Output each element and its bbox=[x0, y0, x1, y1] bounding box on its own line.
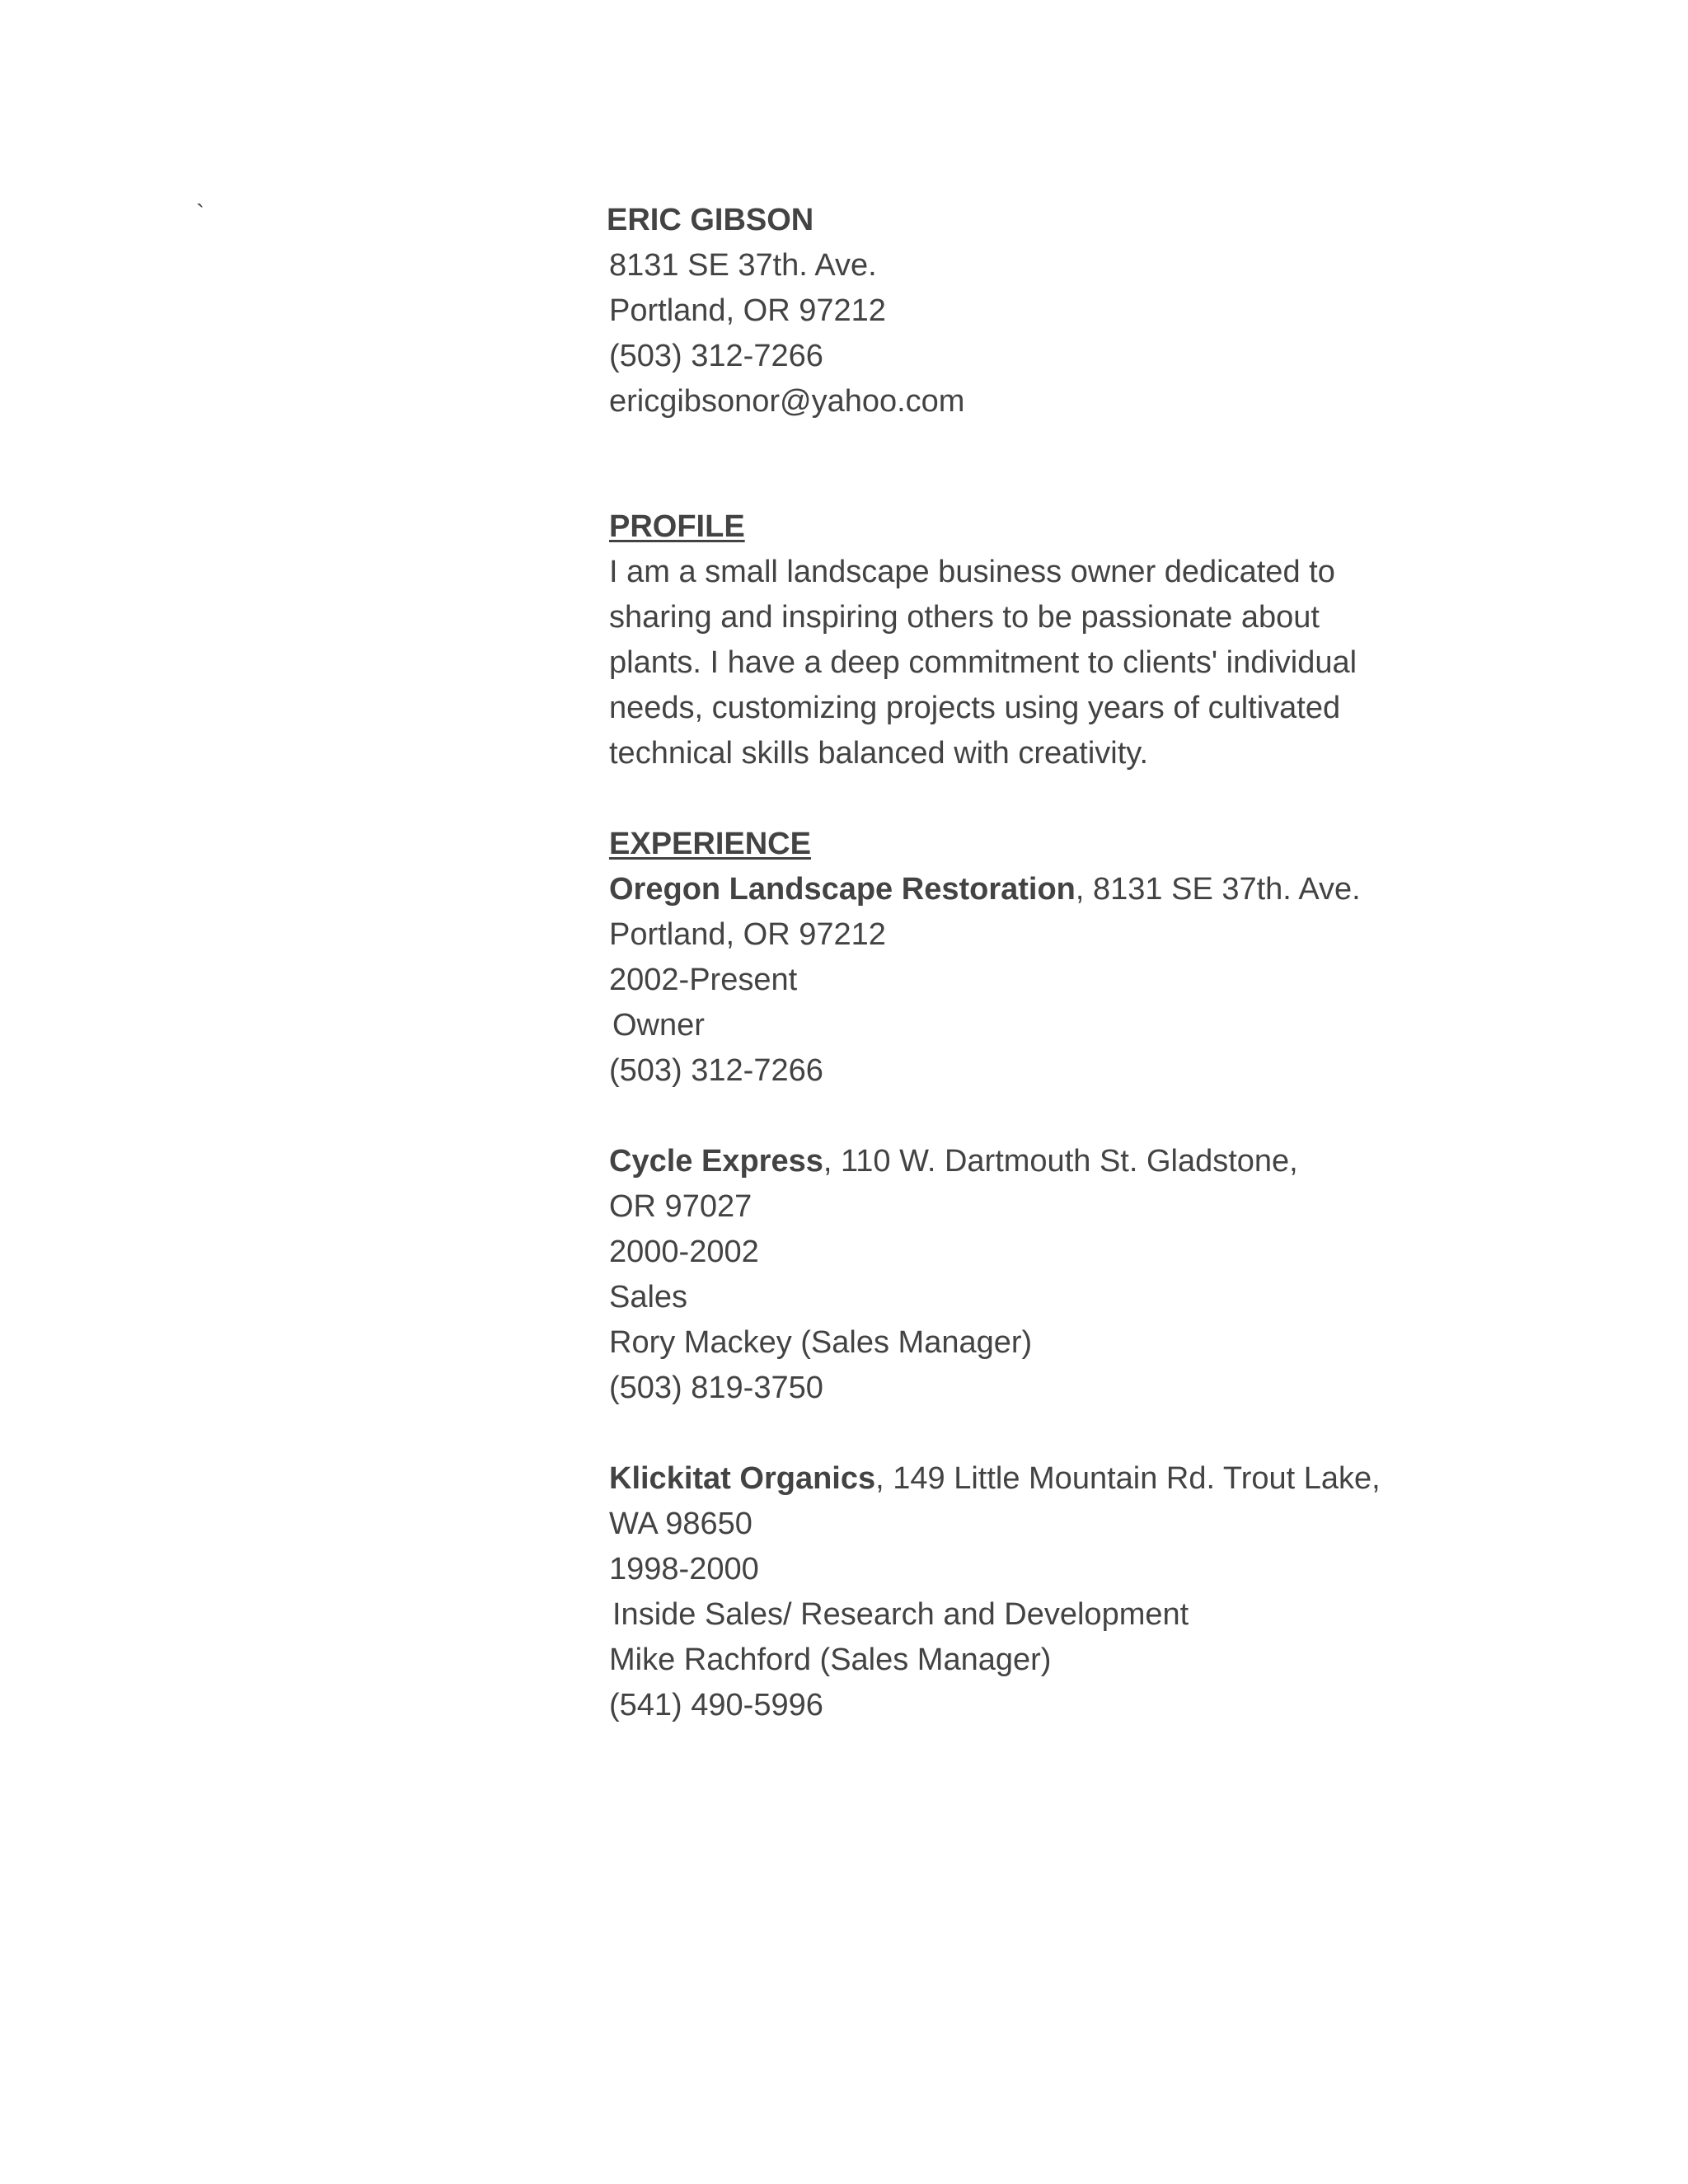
job-address-cont: Portland, OR 97212 bbox=[609, 917, 886, 952]
job-reference: Rory Mackey (Sales Manager) bbox=[609, 1325, 1033, 1360]
job-phone: (503) 312-7266 bbox=[609, 1053, 823, 1088]
job-header bbox=[609, 867, 1516, 912]
job-reference: Mike Rachford (Sales Manager) bbox=[609, 1643, 1052, 1677]
profile-text-line: sharing and inspiring others to be passionate about bbox=[609, 600, 1320, 635]
profile-text-line: needs, customizing projects using years of cultivated bbox=[609, 691, 1341, 725]
job-phone: (541) 490-5996 bbox=[609, 1688, 823, 1722]
job-header bbox=[609, 1456, 1516, 1502]
job-address: , 149 Little Mountain Rd. Trout Lake, bbox=[875, 1461, 1381, 1496]
job-address: , 110 W. Dartmouth St. Gladstone, bbox=[823, 1144, 1298, 1179]
spacer bbox=[609, 1411, 1516, 1456]
experience-heading: EXPERIENCE bbox=[609, 827, 811, 861]
stray-backtick-mark: ` bbox=[196, 200, 204, 227]
job-dates: 2002-Present bbox=[609, 963, 798, 997]
job-dates: 1998-2000 bbox=[609, 1552, 759, 1586]
job-phone: (503) 819-3750 bbox=[609, 1371, 823, 1405]
contact-address-line2: Portland, OR 97212 bbox=[609, 293, 886, 328]
job-header bbox=[609, 1139, 1516, 1184]
job-entry-oregon-landscape bbox=[609, 867, 1516, 1094]
contact-name: ERIC GIBSON bbox=[607, 203, 814, 237]
profile-text-line: plants. I have a deep commitment to clients' individual bbox=[609, 645, 1357, 680]
contact-block bbox=[609, 198, 1516, 424]
job-entry-klickitat-organics bbox=[609, 1456, 1516, 1728]
job-address: , 8131 SE 37th. Ave. bbox=[1075, 872, 1361, 907]
contact-email[interactable]: ericgibsonor@yahoo.com bbox=[609, 384, 965, 419]
job-role: Sales bbox=[609, 1280, 688, 1315]
profile-heading: PROFILE bbox=[609, 509, 745, 544]
profile-text-line: I am a small landscape business owner dedicated to bbox=[609, 555, 1335, 589]
job-dates: 2000-2002 bbox=[609, 1235, 759, 1269]
contact-address-line1: 8131 SE 37th. Ave. bbox=[609, 248, 877, 283]
resume-content bbox=[609, 198, 1516, 1728]
job-address-cont: OR 97027 bbox=[609, 1189, 753, 1224]
profile-text-line: technical skills balanced with creativity. bbox=[609, 736, 1149, 771]
job-role: Inside Sales/ Research and Development bbox=[612, 1597, 1189, 1632]
job-company: Klickitat Organics bbox=[609, 1461, 876, 1496]
profile-section bbox=[609, 504, 1516, 776]
spacer bbox=[609, 1094, 1516, 1139]
job-entry-cycle-express bbox=[609, 1139, 1516, 1411]
experience-section bbox=[609, 822, 1516, 1728]
job-company: Cycle Express bbox=[609, 1144, 823, 1179]
job-company: Oregon Landscape Restoration bbox=[609, 872, 1076, 907]
contact-phone: (503) 312-7266 bbox=[609, 339, 823, 373]
job-address-cont: WA 98650 bbox=[609, 1507, 753, 1541]
spacer bbox=[609, 776, 1516, 822]
job-role: Owner bbox=[612, 1008, 705, 1043]
spacer bbox=[609, 424, 1516, 504]
